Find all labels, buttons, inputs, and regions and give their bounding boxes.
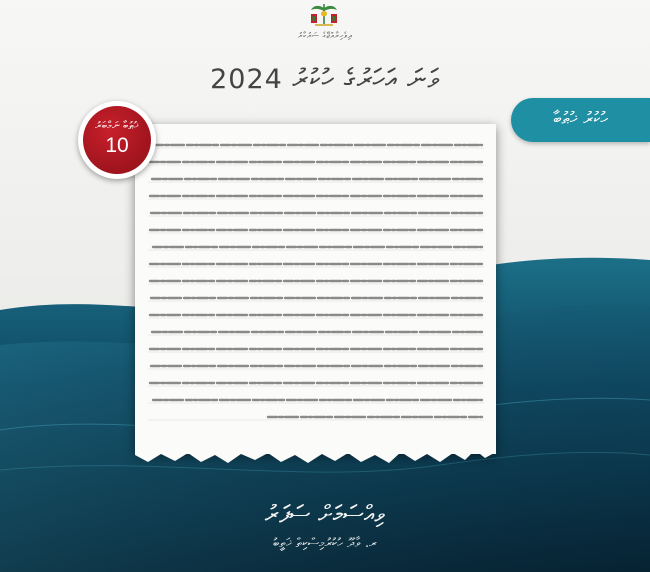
page-title: 2024 ވަނަ އަހަރުގެ ހުކުރު <box>210 64 440 95</box>
sermon-tab <box>511 98 650 142</box>
badge-label: ޚުޠުބާ ނަމްބަރު <box>95 119 139 132</box>
badge-number: 10 <box>105 134 129 157</box>
state-emblem-icon <box>307 2 341 28</box>
sermon-number-badge <box>78 101 156 179</box>
torn-paper-edge <box>135 432 496 472</box>
agency-name: ދިވެހިރާއްޖޭގެ ސަރުކާރު <box>297 31 353 40</box>
footer-subtitle: ރ. ވާދޫ ހުކުރުމިސްކިތް ޚަތީބު <box>273 536 377 551</box>
badge-inner-circle <box>83 106 151 174</box>
sermon-text-lines <box>148 134 484 424</box>
sermon-tab-label: ހުކުރު ޚުޠުބާ <box>553 109 608 129</box>
footer-title: ވިއްސަމަށް ސަފަރު <box>264 500 386 528</box>
